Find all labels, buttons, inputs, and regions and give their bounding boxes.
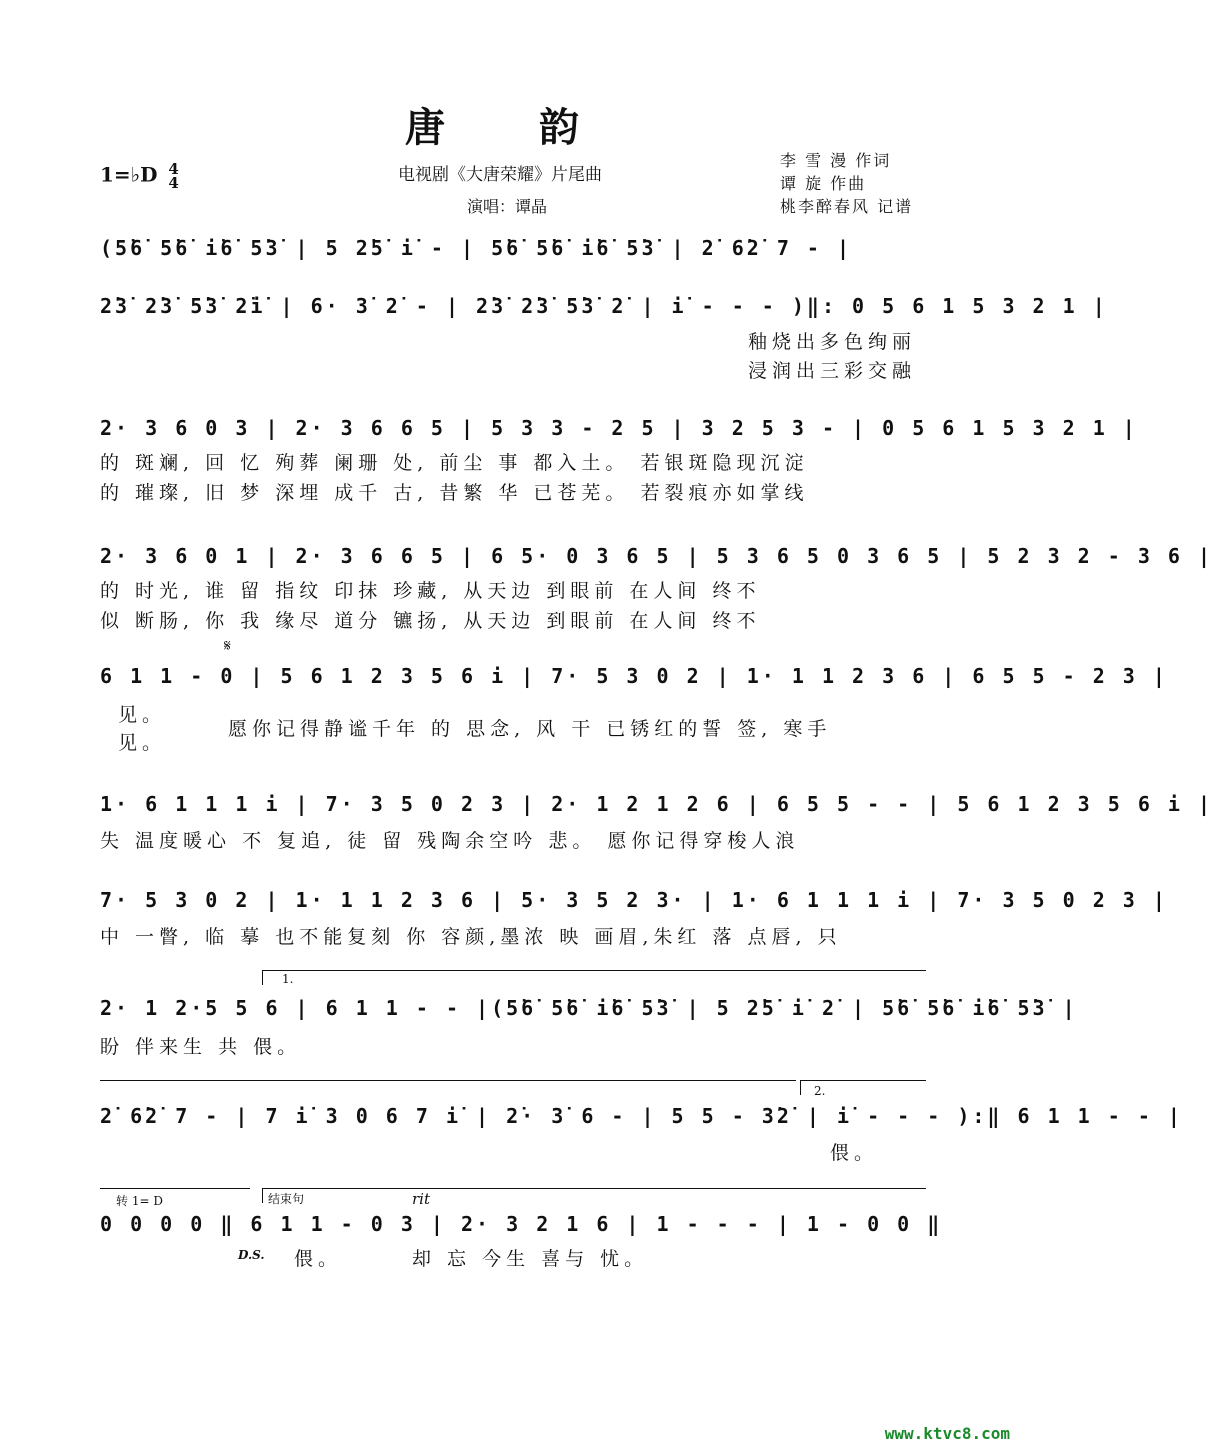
volta-2-label: 2. [814,1084,826,1098]
notation-row-10: 0 0 0 0 ‖ 6 1 1 - 0 3 | 2· 3 2 1 6 | 1 - - - | 1 - 0 0 ‖ [100,1212,943,1236]
notation-row-6: 1· 6 1 1 1 i | 7· 3 5 0 2 3 | 2· 1 2 1 2 6 | 6 5 5 - - | 5 6 1 2 3 5 6 i | [100,792,1213,816]
key-label: 1=♭D [100,162,158,187]
lyric-line: 却 忘 今生 喜与 忧。 [412,1248,649,1270]
key-signature [100,162,179,190]
ending-bracket [262,1188,263,1203]
ending-line [262,1188,926,1189]
lyric-line: 的 璀璨, 旧 梦 深埋 成千 古, 昔繁 华 已苍芜。 若裂痕亦如掌线 [100,482,809,504]
notation-row-8: 2· 1 2·5 5 6 | 6 1 1 - - |(5̇6̇ 5̇6̇ i̇6̇ 5̇3̇ | 5 2̇5̇ i̇ 2̇ | 5̇6̇ 5̇6̇ i̇6̇ 5̇3̇ | [100,996,1078,1020]
lyric-line: 釉烧出多色绚丽 [748,331,917,353]
singer: 演唱：谭晶 [467,197,548,216]
notation-row-4: 2· 3 6 0 1 | 2· 3 6 6 5 | 6 5· 0 3 6 5 | 5 3 6 5 0 3 6 5 | 5 2 3 2 - 3 6 | [100,544,1213,568]
subtitle: 电视剧《大唐荣耀》片尾曲 [398,165,602,185]
time-bottom: 4 [168,174,179,192]
time-signature [168,162,178,190]
ds-mark: D.S. [238,1248,265,1262]
volta-2-bracket [800,1080,801,1095]
modulation-line [100,1188,250,1189]
watermark: www.ktvc8.com [884,1424,1010,1443]
lyric-line: 愿你记得静谧千年 的 思念, 风 干 已锈红的誓 签, 寒手 [228,718,832,740]
notation-row-1: (5̇6̇ 5̇6̇ i̇6̇ 5̇3̇ | 5 2̇5̇ i̇ - | 5̇6̇ 5̇6̇ i̇6̇ 5̇3̇ | 2̇ 6̇2̇ 7 - | [100,236,853,260]
rit-mark: rit [412,1190,430,1208]
volta-2-line [800,1080,926,1081]
lyric-line: 的 斑斓, 回 忆 殉葬 阑珊 处, 前尘 事 都入土。 若银斑隐现沉淀 [100,452,809,474]
volta-1-continuation [100,1080,796,1081]
lyric-line: 见。 [118,704,167,726]
lyric-line: 见。 [118,732,167,754]
lyric-line: 中 一瞥, 临 摹 也不能复刻 你 容颜,墨浓 映 画眉,朱红 落 点唇, 只 [100,926,842,948]
volta-1-line [262,970,926,971]
segno-mark: 𝄋 [224,636,231,655]
lyric-line: 似 断肠, 你 我 缘尽 道分 镳扬, 从天边 到眼前 在人间 终不 [100,610,761,632]
lyric-line: 偎。 [830,1142,879,1164]
lyric-line: 盼 伴来生 共 偎。 [100,1036,302,1058]
notation-row-7: 7· 5 3 0 2 | 1· 1 1 2 3 6 | 5· 3 5 2 3· | 1· 6 1 1 1 i | 7· 3 5 0 2 3 | [100,888,1168,912]
volta-1-bracket [262,970,263,985]
lyric-line: 浸润出三彩交融 [748,360,917,382]
volta-1-label: 1. [282,972,294,986]
notation-row-3: 2· 3 6 0 3 | 2· 3 6 6 5 | 5 3 3 - 2 5 | 3 2 5 3 - | 0 5 6 1 5 3 2 1 | [100,416,1138,440]
lyric-line: 的 时光, 谁 留 指纹 印抹 珍藏, 从天边 到眼前 在人间 终不 [100,580,761,602]
lyric-line: 偎。 [294,1248,343,1270]
time-top: 4 [168,160,179,178]
notation-row-5: 6 1 1 - 0 | 5 6 1 2 3 5 6 i | 7· 5 3 0 2 | 1· 1 1 2 3 6 | 6 5 5 - 2 3 | [100,664,1168,688]
song-title: 唐 韵 [405,104,619,151]
composer-credit: 谭 旋 作曲 [780,174,867,193]
notation-row-2: 2̇3̇ 2̇3̇ 5̇3̇ 2̇i̇ | 6· 3̇ 2̇ - | 2̇3̇ 2̇3̇ 5̇3̇ 2̇ | i̇ - - - )‖: 0 5 6 1 5 3 2 1 | [100,294,1108,318]
modulation-label: 转 1= D [116,1194,163,1208]
lyric-line: 失 温度暖心 不 复追, 徒 留 残陶余空吟 悲。 愿你记得穿梭人浪 [100,830,800,852]
ending-label: 结束句 [268,1192,305,1206]
lyricist-credit: 李 雪 漫 作词 [780,151,892,170]
notation-row-9: 2̇ 6̇2̇ 7 - | 7 i̇ 3 0 6 7 i̇ | 2̇· 3̇ 6 - | 5 5 - 3̇2̇ | i̇ - - - ):‖ 6 1 1 - - | [100,1104,1183,1128]
transcriber-credit: 桃李醉春风 记谱 [780,197,914,216]
